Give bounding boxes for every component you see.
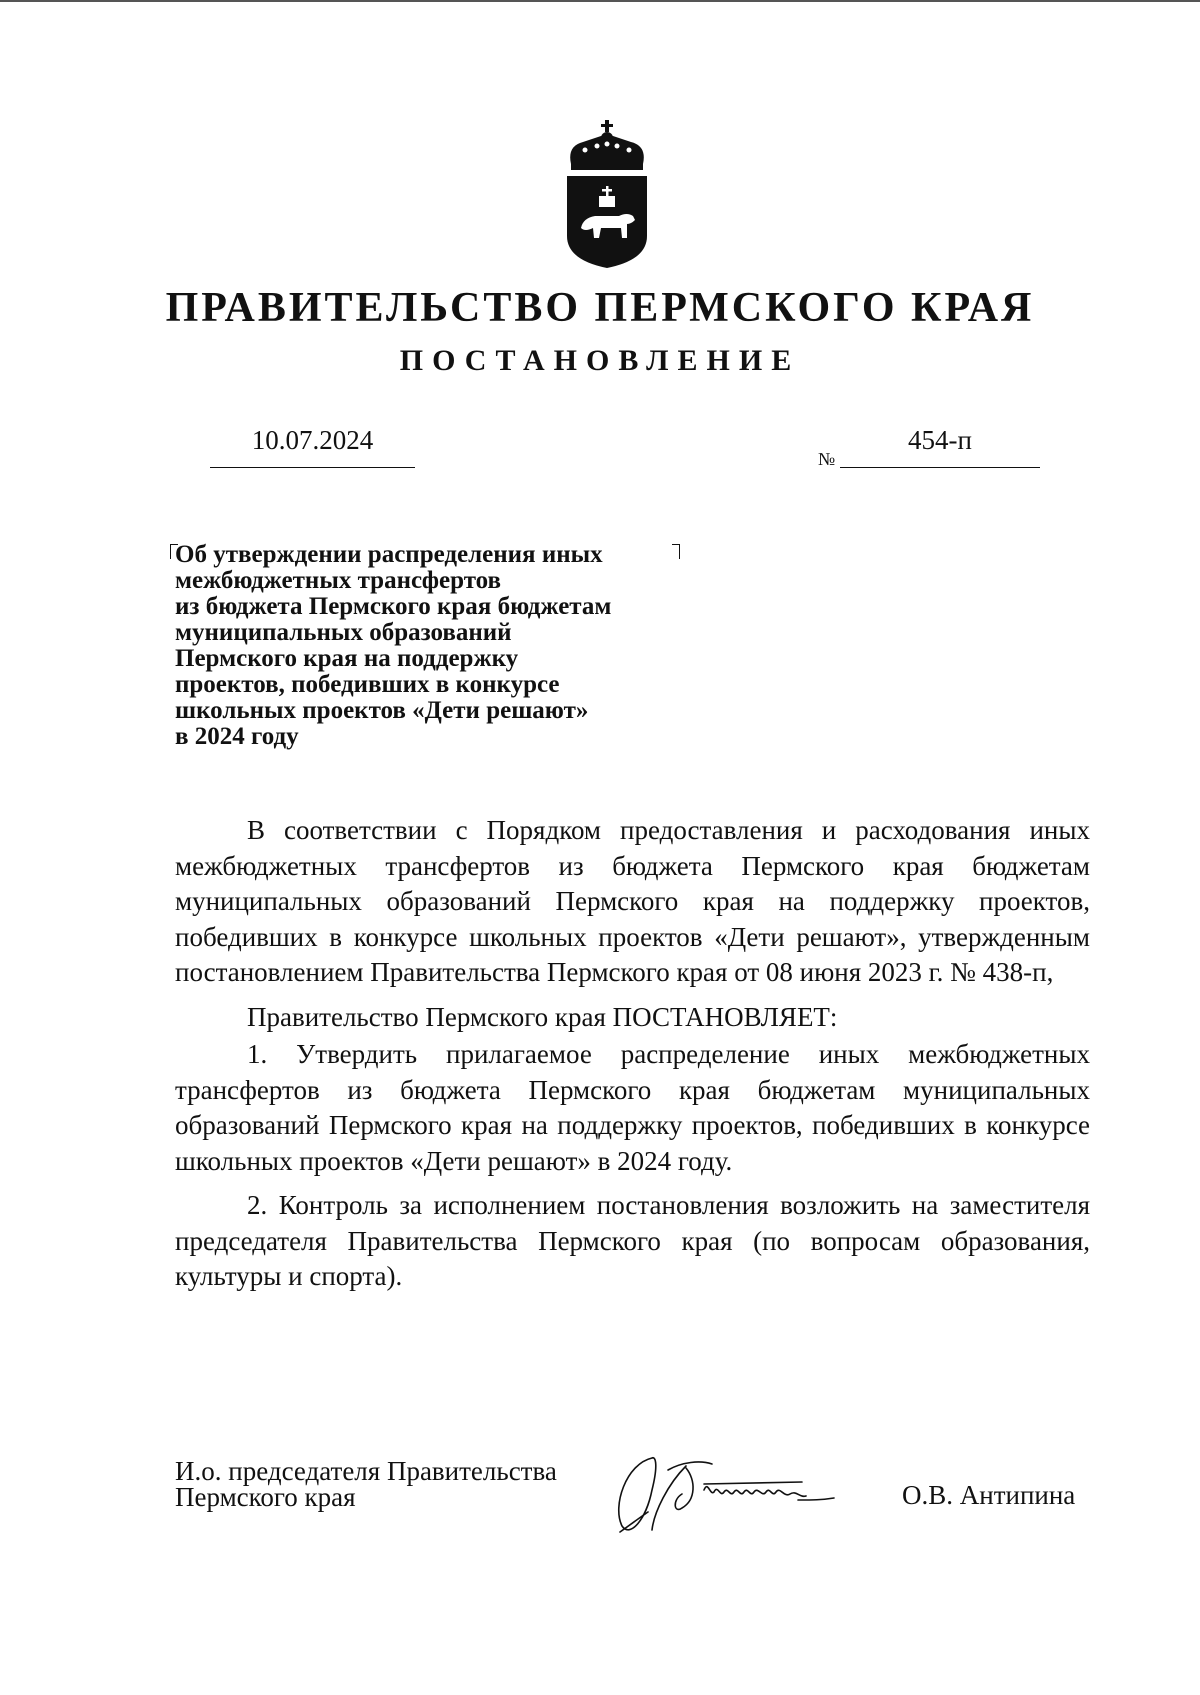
subject-line: Пермского края на поддержку bbox=[175, 645, 519, 672]
government-title: ПРАВИТЕЛЬСТВО ПЕРМСКОГО КРАЯ bbox=[165, 285, 1035, 331]
preamble-paragraph: В соответствии с Порядком предоставления и расходования иных межбюджетных трансфертов из бюджета Пермского края бюджетам муниципальных образований Пермского края на поддержку проектов, победивших в конкурсе школьных проектов «Дети решают», утвержденным постановлением Правительства Пермского края от 08 июня 2023 г. № 438-п, bbox=[175, 815, 1090, 987]
signer-position-line: Пермского края bbox=[175, 1482, 356, 1512]
subject-line: школьных проектов «Дети решают» bbox=[175, 697, 589, 724]
subject-line: проектов, победивших в конкурсе bbox=[175, 671, 560, 698]
number-label: № bbox=[818, 449, 836, 469]
number-underline bbox=[840, 467, 1040, 468]
subject-line: в 2024 году bbox=[175, 723, 299, 750]
document-subject bbox=[175, 542, 695, 750]
handwritten-signature-icon bbox=[612, 1450, 912, 1540]
subject-line: межбюджетных трансфертов bbox=[175, 567, 502, 594]
signer-position bbox=[175, 1458, 557, 1510]
item-2-paragraph: 2. Контроль за исполнением постановления возложить на заместителя председателя Правительства Пермского края (по вопросам образования, культуры и спорта). bbox=[175, 1190, 1090, 1291]
perm-krai-coat-of-arms-icon bbox=[561, 120, 653, 270]
subject-line: Об утверждении распределения иных bbox=[175, 541, 603, 568]
signer-position-line: И.о. председателя Правительства bbox=[175, 1456, 557, 1486]
document-number: 454-п bbox=[908, 425, 972, 455]
document-type: ПОСТАНОВЛЕНИЕ bbox=[399, 344, 801, 377]
subject-line: муниципальных образований bbox=[175, 619, 512, 646]
date-underline bbox=[210, 467, 415, 468]
resolves-paragraph: Правительство Пермского края ПОСТАНОВЛЯЕТ: bbox=[247, 1001, 838, 1032]
signer-name: О.В. Антипина bbox=[902, 1480, 1076, 1510]
subject-line: из бюджета Пермского края бюджетам bbox=[175, 593, 612, 620]
item-1-paragraph: 1. Утвердить прилагаемое распределение иных межбюджетных трансфертов из бюджета Пермского края бюджетам муниципальных образований Пермского края на поддержку проектов, победивших в конкурсе школьных проектов «Дети решают» в 2024 году. bbox=[175, 1039, 1090, 1176]
document-body bbox=[175, 813, 1090, 1295]
document-date: 10.07.2024 bbox=[251, 425, 374, 455]
